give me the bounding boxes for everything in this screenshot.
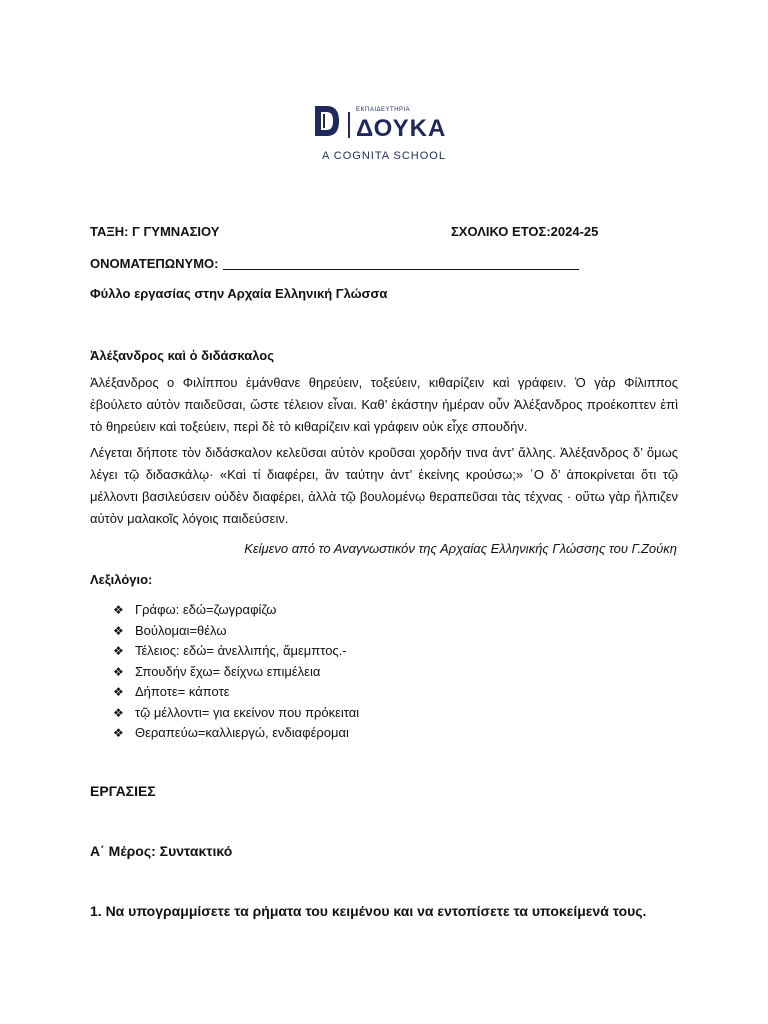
list-item: ❖ Σπουδήν ἔχω= δείχνω επιμέλεια (113, 662, 359, 683)
worksheet-title: Φύλλο εργασίας στην Αρχαία Ελληνική Γλώσσα (90, 286, 388, 301)
diamond-flower-bullet-icon: ❖ (113, 644, 124, 658)
text-paragraph-1: Ἀλέξανδρος ο Φιλίππου ἐμάνθανε θηρεύειν, τοξεύειν, κιθαρίζειν καὶ γράφειν. Ὁ γὰρ Φίλιππος ἐβούλετο αὐτὸν παιδεῦσαι, ὥστε τέλειον εἶναι. Καθ’ ἑκάστην ἡμέραν οὖν Ἀλέξανδρος προέκοπτεν ἐπὶ τὸ θηρεύειν καὶ τοξεύειν, περὶ δὲ τὸ κιθαρίζειν καὶ γράφειν οὐκ εἶχε σπουδήν. (90, 375, 678, 434)
list-item: ❖ τῷ μέλλοντι= για εκείνον που πρόκειται (113, 703, 359, 724)
text-paragraph-2: Λέγεται δήποτε τὸν διδάσκαλον κελεῦσαι αὐτὸν κροῦσαι χορδήν τινα ἀντ’ ἄλλης. Ἀλέξανδρος δ’ ὅμως λέγει τῷ διδασκάλῳ· «Καὶ τί διαφέρει, ἂν ταύτην ἀντ’ ἐκείνης κρούσω;» ῾Ο δ’ ἀποκρίνεται ὅτι τῷ μέλλοντι βασιλεύσειν οὐδὲν διαφέρει, ἀλλὰ τῷ βουλομένῳ θεραπεῦσαι τὰς τέχνας · οὕτω γὰρ ἤλπιζεν αὐτὸν μαλακοῖς λόγοις παιδεύσειν. (90, 445, 678, 526)
text-source: Κείμενο από το Αναγνωστικόν της Αρχαίας Ελληνικής Γλώσσης του Γ.Ζούκη (244, 541, 677, 556)
list-item: ❖ Γράφω: εδώ=ζωγραφίζω (113, 600, 359, 621)
school-logo (0, 98, 768, 168)
diamond-flower-bullet-icon: ❖ (113, 685, 124, 699)
question-1: 1. Να υπογραμμίσετε τα ρήματα του κειμένου και να εντοπίσετε τα υποκείμενά τους. (90, 903, 647, 919)
diamond-flower-bullet-icon: ❖ (113, 726, 124, 740)
d-monogram-icon (313, 104, 341, 138)
logo-small-text: ΕΚΠΑΙΔΕΥΤΗΡΙΑ (356, 107, 411, 113)
school-year-label: ΣΧΟΛΙΚΟ ΕΤΟΣ:2024-25 (451, 224, 599, 239)
list-item: ❖ Βούλομαι=θέλω (113, 621, 359, 642)
list-item: ❖ Θεραπεύω=καλλιεργώ, ενδιαφέρομαι (113, 723, 359, 744)
name-label: ΟΝΟΜΑΤΕΠΩΝΥΜΟ: (90, 256, 219, 271)
logo-tagline: A COGNITA SCHOOL (322, 150, 446, 162)
logo-separator (348, 112, 350, 138)
name-field-row (90, 255, 579, 272)
text-title: Ἀλέξανδρος καὶ ὁ διδάσκαλος (90, 348, 275, 363)
list-item: ❖ Τέλειος: εδώ= ἀνελλιπής, ἄμεμπτος.- (113, 641, 359, 662)
vocabulary-heading: Λεξιλόγιο: (90, 572, 153, 587)
list-item: ❖ Δήποτε= κάποτε (113, 682, 359, 703)
logo-name: ΔΟΥΚΑ (356, 115, 447, 142)
part-a-heading: Α΄ Μέρος: Συντακτικό (90, 843, 233, 859)
logo-row (313, 104, 463, 140)
diamond-flower-bullet-icon: ❖ (113, 623, 124, 638)
diamond-flower-bullet-icon: ❖ (113, 664, 124, 679)
tasks-heading: ΕΡΓΑΣΙΕΣ (90, 783, 156, 799)
class-label: ΤΑΞΗ: Γ ΓΥΜΝΑΣΙΟΥ (90, 224, 220, 239)
diamond-flower-bullet-icon: ❖ (113, 603, 124, 617)
diamond-flower-bullet-icon: ❖ (113, 705, 124, 720)
name-blank-line[interactable] (223, 256, 579, 270)
vocabulary-list (113, 600, 359, 744)
